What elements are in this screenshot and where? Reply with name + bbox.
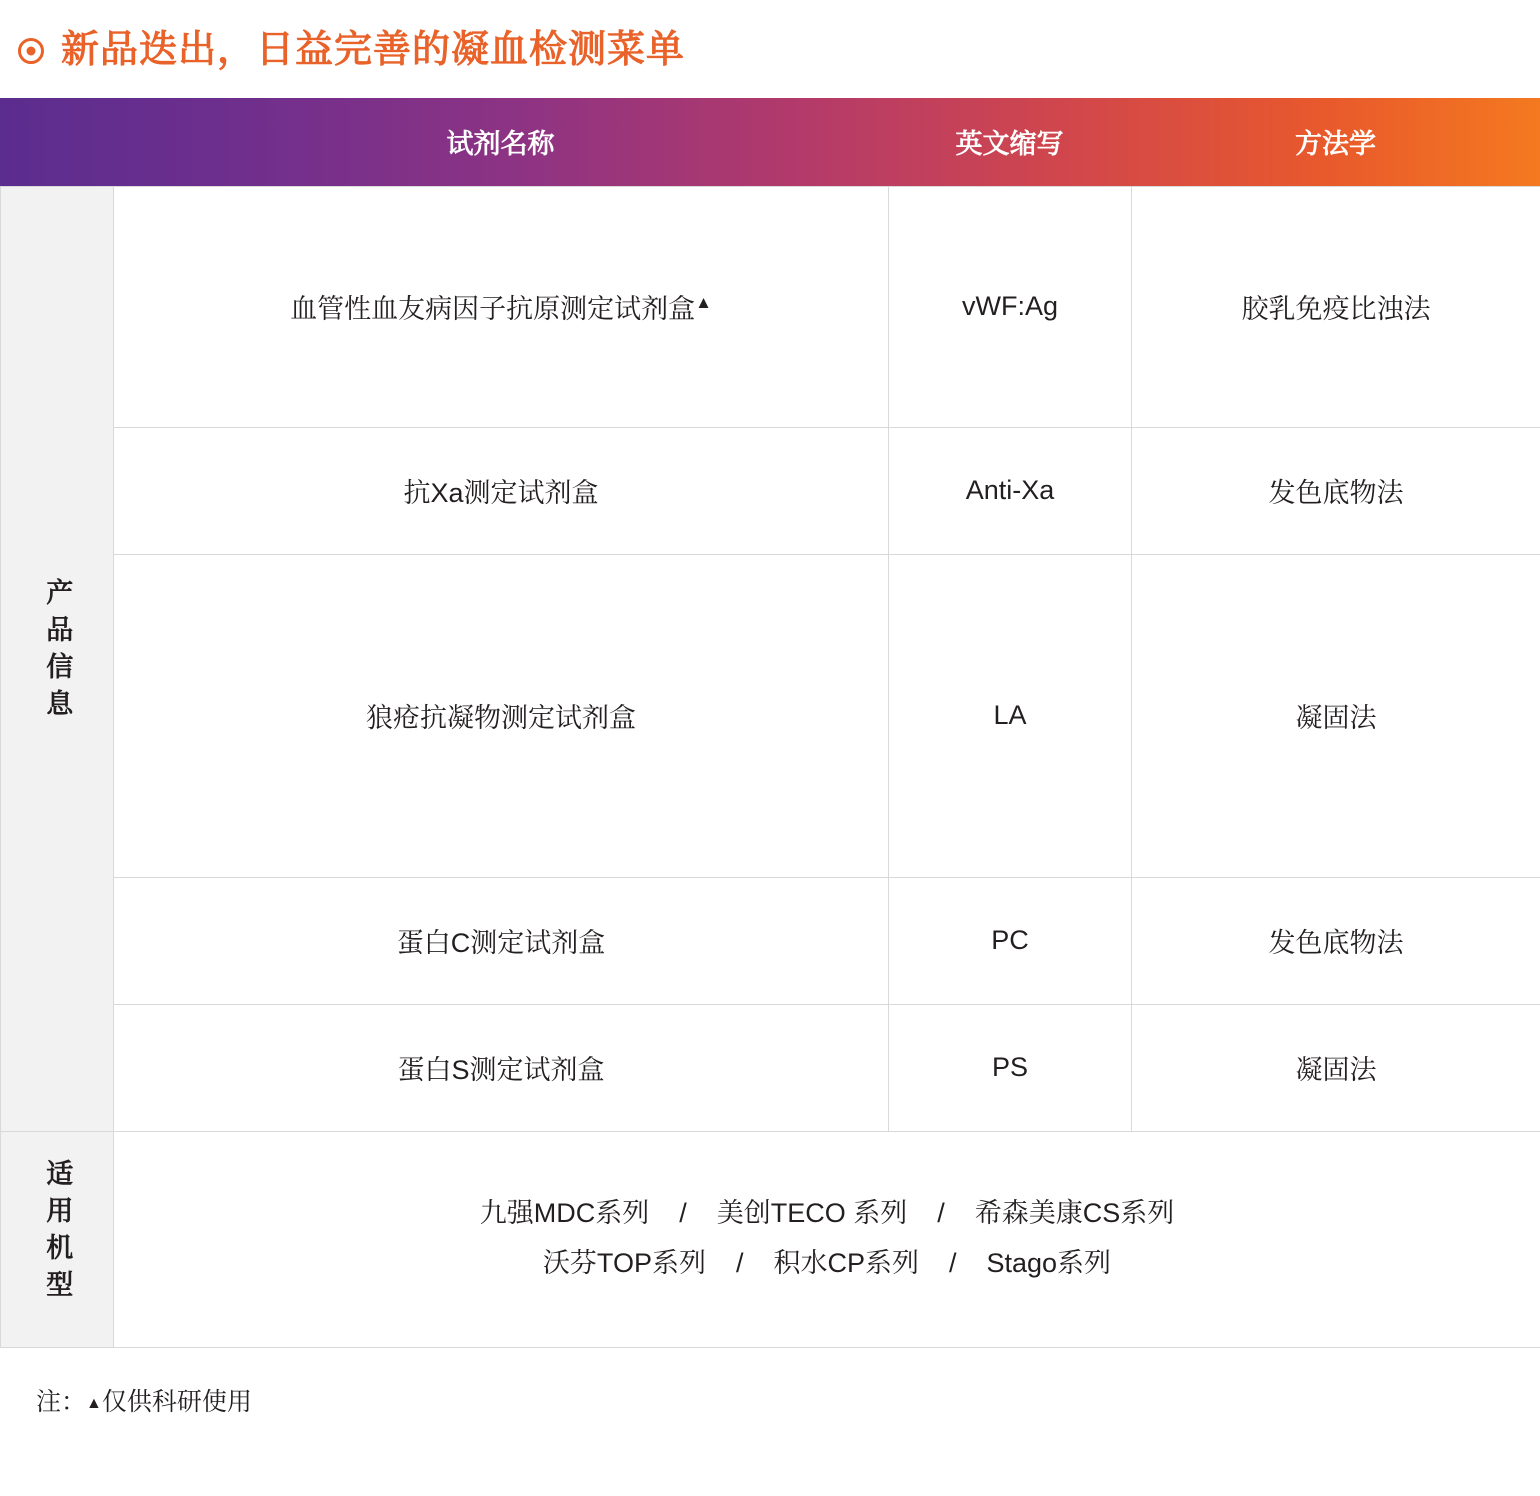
page-title — [0, 0, 1540, 98]
reagent-method: 发色底物法 — [1132, 427, 1540, 554]
reagent-abbr: Anti-Xa — [889, 427, 1132, 554]
group-label-product-info — [1, 186, 114, 1131]
footnote-marker-icon: ▲ — [695, 293, 712, 313]
reagent-name: 狼疮抗凝物测定试剂盒 — [114, 554, 889, 877]
machine-models-line-2: 沃芬TOP系列 / 积水CP系列 / Stago系列 — [542, 1248, 1112, 1279]
reagent-abbr: LA — [889, 554, 1132, 877]
reagent-name — [114, 186, 889, 427]
table-row — [1, 877, 1540, 1004]
page-title-text: 新品迭出，日益完善的凝血检测菜单 — [61, 29, 686, 71]
machine-models-line-1: 九强MDC系列 / 美创TECO 系列 / 希森美康CS系列 — [479, 1198, 1175, 1229]
table-header-abbr: 英文缩写 — [955, 129, 1064, 160]
footnote-prefix: 注： — [36, 1387, 87, 1416]
reagent-abbr: vWF:Ag — [889, 186, 1132, 427]
reagent-name: 蛋白C测定试剂盒 — [114, 877, 889, 1004]
table-header-method: 方法学 — [1295, 129, 1376, 160]
reagent-abbr: PS — [889, 1004, 1132, 1131]
reagent-method: 凝固法 — [1132, 1004, 1540, 1131]
table-header-name: 试剂名称 — [446, 129, 555, 160]
table-row-machine-models — [1, 1131, 1540, 1347]
reagent-method: 胶乳免疫比浊法 — [1132, 186, 1540, 427]
table-row — [1, 554, 1540, 877]
machine-models-cell — [114, 1131, 1540, 1347]
reagent-abbr: PC — [889, 877, 1132, 1004]
reagent-table — [0, 186, 1540, 1348]
group-label-machine-type-text: 适用机型 — [42, 1158, 73, 1307]
table-header — [0, 98, 1540, 186]
footnote-marker-icon: ▲ — [86, 1394, 102, 1412]
reagent-method: 凝固法 — [1132, 554, 1540, 877]
reagent-method: 发色底物法 — [1132, 877, 1540, 1004]
reagent-name: 蛋白S测定试剂盒 — [114, 1004, 889, 1131]
footnote — [0, 1348, 1540, 1418]
footnote-text: 仅供科研使用 — [101, 1387, 252, 1416]
table-row — [1, 427, 1540, 554]
table-row — [1, 1004, 1540, 1131]
reagent-name: 抗Xa测定试剂盒 — [114, 427, 889, 554]
group-label-product-info-text: 产品信息 — [42, 578, 73, 727]
table-row — [1, 186, 1540, 427]
bullet-icon — [18, 38, 44, 64]
group-label-machine-type — [1, 1131, 114, 1347]
reagent-name-text: 血管性血友病因子抗原测定试剂盒 — [290, 294, 696, 325]
